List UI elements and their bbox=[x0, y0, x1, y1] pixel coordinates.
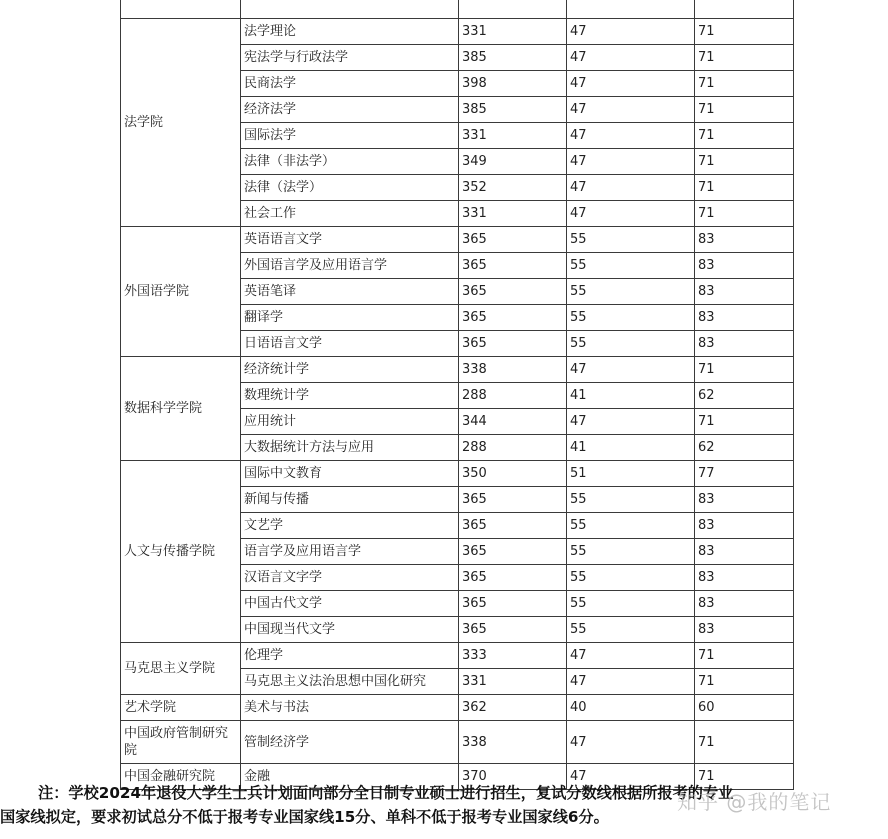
major-cell: 法律（非法学） bbox=[241, 149, 459, 175]
college-cell: 人文与传播学院 bbox=[121, 461, 241, 643]
single-subject-150-cell: 71 bbox=[695, 123, 794, 149]
total-score-cell: 331 bbox=[459, 123, 567, 149]
major-cell: 文艺学 bbox=[241, 513, 459, 539]
major-cell: 法学理论 bbox=[241, 19, 459, 45]
total-score-cell: 365 bbox=[459, 539, 567, 565]
total-score-cell: 370 bbox=[459, 764, 567, 790]
total-score-cell: 338 bbox=[459, 721, 567, 764]
college-cell: 法学院 bbox=[121, 19, 241, 227]
score-table-body bbox=[121, 0, 794, 790]
single-subject-150-cell: 71 bbox=[695, 149, 794, 175]
major-cell: 应用统计 bbox=[241, 409, 459, 435]
single-subject-100-cell: 47 bbox=[567, 97, 695, 123]
single-subject-150-cell: 83 bbox=[695, 617, 794, 643]
total-score-cell: 288 bbox=[459, 383, 567, 409]
college-cell bbox=[121, 0, 241, 19]
table-row bbox=[121, 227, 794, 253]
single-subject-150-cell: 83 bbox=[695, 253, 794, 279]
major-cell: 美术与书法 bbox=[241, 695, 459, 721]
major-cell: 伦理学 bbox=[241, 643, 459, 669]
single-subject-100-cell: 47 bbox=[567, 669, 695, 695]
total-score-cell: 365 bbox=[459, 253, 567, 279]
single-subject-100-cell: 47 bbox=[567, 123, 695, 149]
total-score-cell: 365 bbox=[459, 305, 567, 331]
total-score-cell: 288 bbox=[459, 435, 567, 461]
watermark: 知乎 @我的笔记 bbox=[677, 790, 832, 814]
single-subject-100-cell: 47 bbox=[567, 409, 695, 435]
total-score-cell: 398 bbox=[459, 71, 567, 97]
single-subject-150-cell: 83 bbox=[695, 565, 794, 591]
total-score-cell: 365 bbox=[459, 279, 567, 305]
major-cell: 语言学及应用语言学 bbox=[241, 539, 459, 565]
single-subject-150-cell: 71 bbox=[695, 643, 794, 669]
major-cell: 中国古代文学 bbox=[241, 591, 459, 617]
table-row bbox=[121, 721, 794, 764]
total-score-cell: 338 bbox=[459, 357, 567, 383]
single-subject-100-cell: 55 bbox=[567, 617, 695, 643]
single-subject-150-cell: 71 bbox=[695, 175, 794, 201]
single-subject-100-cell: 47 bbox=[567, 721, 695, 764]
single-subject-100-cell: 55 bbox=[567, 487, 695, 513]
single-subject-100-cell: 55 bbox=[567, 513, 695, 539]
single-subject-100-cell: 41 bbox=[567, 435, 695, 461]
table-row bbox=[121, 0, 794, 19]
footnote bbox=[0, 781, 888, 829]
total-score-cell: 385 bbox=[459, 45, 567, 71]
single-subject-150-cell: 71 bbox=[695, 357, 794, 383]
total-score-cell: 365 bbox=[459, 487, 567, 513]
single-subject-150-cell: 71 bbox=[695, 71, 794, 97]
major-cell: 国际中文教育 bbox=[241, 461, 459, 487]
total-score-cell: 331 bbox=[459, 669, 567, 695]
major-cell: 新闻与传播 bbox=[241, 487, 459, 513]
single-subject-150-cell: 71 bbox=[695, 409, 794, 435]
college-cell: 马克思主义学院 bbox=[121, 643, 241, 695]
total-score-cell: 362 bbox=[459, 695, 567, 721]
single-subject-100-cell: 55 bbox=[567, 253, 695, 279]
major-cell: 翻译学 bbox=[241, 305, 459, 331]
single-subject-150-cell: 71 bbox=[695, 97, 794, 123]
college-cell: 中国金融研究院 bbox=[121, 764, 241, 790]
major-cell: 数理统计学 bbox=[241, 383, 459, 409]
total-score-cell: 331 bbox=[459, 19, 567, 45]
single-subject-100-cell: 47 bbox=[567, 201, 695, 227]
single-subject-100-cell: 51 bbox=[567, 461, 695, 487]
total-score-cell: 350 bbox=[459, 461, 567, 487]
single-subject-150-cell: 83 bbox=[695, 279, 794, 305]
total-score-cell: 333 bbox=[459, 643, 567, 669]
single-subject-100-cell: 55 bbox=[567, 591, 695, 617]
single-subject-100-cell: 47 bbox=[567, 643, 695, 669]
single-subject-100-cell: 55 bbox=[567, 565, 695, 591]
major-cell: 社会工作 bbox=[241, 201, 459, 227]
single-subject-150-cell: 83 bbox=[695, 487, 794, 513]
major-cell: 英语笔译 bbox=[241, 279, 459, 305]
college-cell: 中国政府管制研究院 bbox=[121, 721, 241, 764]
single-subject-150-cell: 71 bbox=[695, 45, 794, 71]
table-row bbox=[121, 461, 794, 487]
table-row bbox=[121, 357, 794, 383]
total-score-cell: 365 bbox=[459, 227, 567, 253]
single-subject-100-cell: 47 bbox=[567, 71, 695, 97]
single-subject-150-cell: 71 bbox=[695, 19, 794, 45]
single-subject-150-cell: 62 bbox=[695, 435, 794, 461]
major-cell: 经济统计学 bbox=[241, 357, 459, 383]
college-cell: 艺术学院 bbox=[121, 695, 241, 721]
major-cell: 大数据统计方法与应用 bbox=[241, 435, 459, 461]
single-subject-100-cell: 55 bbox=[567, 305, 695, 331]
single-subject-100-cell: 55 bbox=[567, 227, 695, 253]
single-subject-150-cell: 83 bbox=[695, 539, 794, 565]
single-subject-100-cell: 47 bbox=[567, 149, 695, 175]
college-cell: 数据科学学院 bbox=[121, 357, 241, 461]
single-subject-100-cell: 55 bbox=[567, 279, 695, 305]
major-cell: 马克思主义法治思想中国化研究 bbox=[241, 669, 459, 695]
single-subject-100-cell: 47 bbox=[567, 764, 695, 790]
major-cell: 法律（法学） bbox=[241, 175, 459, 201]
table-row bbox=[121, 643, 794, 669]
major-cell: 汉语言文字学 bbox=[241, 565, 459, 591]
single-subject-100-cell: 55 bbox=[567, 539, 695, 565]
major-cell: 经济法学 bbox=[241, 97, 459, 123]
single-subject-150-cell bbox=[695, 0, 794, 19]
single-subject-150-cell: 71 bbox=[695, 201, 794, 227]
major-cell: 中国现当代文学 bbox=[241, 617, 459, 643]
single-subject-100-cell bbox=[567, 0, 695, 19]
total-score-cell: 352 bbox=[459, 175, 567, 201]
single-subject-100-cell: 47 bbox=[567, 19, 695, 45]
total-score-cell: 344 bbox=[459, 409, 567, 435]
single-subject-150-cell: 60 bbox=[695, 695, 794, 721]
single-subject-150-cell: 83 bbox=[695, 331, 794, 357]
major-cell: 宪法学与行政法学 bbox=[241, 45, 459, 71]
total-score-cell: 331 bbox=[459, 201, 567, 227]
major-cell: 英语语言文学 bbox=[241, 227, 459, 253]
single-subject-150-cell: 62 bbox=[695, 383, 794, 409]
major-cell: 外国语言学及应用语言学 bbox=[241, 253, 459, 279]
total-score-cell: 365 bbox=[459, 617, 567, 643]
single-subject-100-cell: 47 bbox=[567, 175, 695, 201]
college-cell: 外国语学院 bbox=[121, 227, 241, 357]
major-cell: 金融 bbox=[241, 764, 459, 790]
major-cell: 日语语言文学 bbox=[241, 331, 459, 357]
major-cell: 管制经济学 bbox=[241, 721, 459, 764]
single-subject-100-cell: 47 bbox=[567, 45, 695, 71]
footnote-line-2: 国家线拟定，要求初试总分不低于报考专业国家线15分、单科不低于报考专业国家线6分。 bbox=[0, 808, 609, 826]
single-subject-150-cell: 71 bbox=[695, 669, 794, 695]
single-subject-150-cell: 83 bbox=[695, 305, 794, 331]
total-score-cell: 349 bbox=[459, 149, 567, 175]
single-subject-150-cell: 83 bbox=[695, 591, 794, 617]
single-subject-150-cell: 83 bbox=[695, 227, 794, 253]
major-cell bbox=[241, 0, 459, 19]
table-row bbox=[121, 695, 794, 721]
total-score-cell: 365 bbox=[459, 513, 567, 539]
single-subject-150-cell: 71 bbox=[695, 721, 794, 764]
total-score-cell bbox=[459, 0, 567, 19]
total-score-cell: 385 bbox=[459, 97, 567, 123]
total-score-cell: 365 bbox=[459, 565, 567, 591]
table-row bbox=[121, 19, 794, 45]
major-cell: 民商法学 bbox=[241, 71, 459, 97]
single-subject-100-cell: 41 bbox=[567, 383, 695, 409]
major-cell: 国际法学 bbox=[241, 123, 459, 149]
footnote-line-1: 注：学校2024年退役大学生士兵计划面向部分全日制专业硕士进行招生，复试分数线根据所报考的专业 bbox=[38, 784, 734, 802]
single-subject-100-cell: 40 bbox=[567, 695, 695, 721]
total-score-cell: 365 bbox=[459, 331, 567, 357]
single-subject-100-cell: 47 bbox=[567, 357, 695, 383]
total-score-cell: 365 bbox=[459, 591, 567, 617]
single-subject-150-cell: 77 bbox=[695, 461, 794, 487]
single-subject-150-cell: 71 bbox=[695, 764, 794, 790]
single-subject-100-cell: 55 bbox=[567, 331, 695, 357]
score-table bbox=[120, 0, 794, 790]
single-subject-150-cell: 83 bbox=[695, 513, 794, 539]
